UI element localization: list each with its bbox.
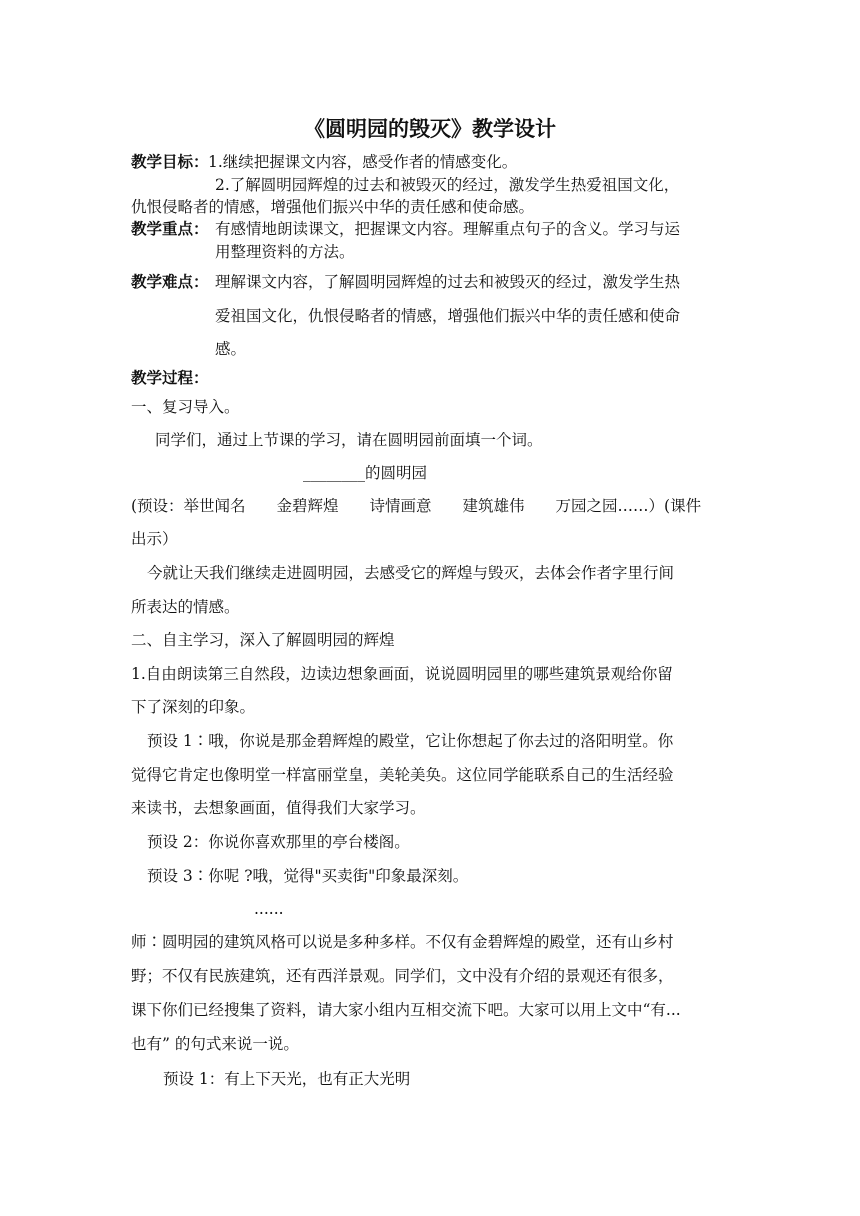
teacher-line-1: 师∶圆明园的建筑风格可以说是多种多样。不仅有金碧辉煌的殿堂，还有山乡村 — [131, 933, 674, 951]
difficulties-line-1: 理解课文内容，了解圆明园辉煌的过去和被毁灭的经过，激发学生热 — [215, 273, 681, 291]
preset-1-line-3: 来读书，去想象画面，值得我们大家学习。 — [131, 799, 426, 817]
section-1-preset-line-2: 出示） — [131, 530, 178, 548]
preset-3: 预设 3∶你呢 ?哦，觉得"买卖街"印象最深刻。 — [147, 867, 469, 885]
section-1-preset-line-1: (预设：举世闻名 金碧辉煌 诗情画意 建筑雄伟 万园之园……）(课件 — [131, 497, 702, 515]
section-2-heading: 二、自主学习，深入了解圆明园的辉煌 — [131, 631, 395, 649]
process-label: 教学过程： — [131, 368, 209, 387]
ellipsis: ...... — [254, 900, 284, 918]
difficulties-line-2: 爱祖国文化，仇恨侵略者的情感，增强他们振兴中华的责任感和使命 — [215, 307, 681, 325]
section-2-question-1-line-2: 下了深刻的印象。 — [131, 698, 256, 716]
section-1-paragraph-2-line-1: 今就让天我们继续走进圆明园，去感受它的辉煌与毁灭，去体会作者字里行间 — [147, 564, 675, 582]
preset-1-line-1: 预设 1∶哦，你说是那金碧辉煌的殿堂，它让你想起了你去过的洛阳明堂。你 — [147, 732, 674, 750]
difficulties-label: 教学难点： — [131, 272, 209, 291]
goals-item-2-line-2: 仇恨侵略者的情感，增强他们振兴中华的责任感和使命感。 — [131, 198, 535, 216]
goals-label: 教学目标： — [131, 152, 209, 171]
goals-item-2-line-1: 2.了解圆明园辉煌的过去和被毁灭的经过，激发学生热爱祖国文化， — [215, 176, 680, 194]
preset-last: 预设 1：有上下天光，也有正大光明 — [163, 1070, 411, 1088]
page-title: 《圆明园的毁灭》教学设计 — [304, 116, 556, 141]
teacher-line-3: 课下你们已经搜集了资料，请大家小组内互相交流下吧。大家可以用上文中“有... — [131, 1001, 681, 1019]
key-points-line-2: 用整理资料的方法。 — [215, 243, 355, 261]
teacher-line-4: 也有” 的句式来说一说。 — [131, 1035, 299, 1053]
preset-2: 预设 2：你说你喜欢那里的亭台楼阁。 — [147, 833, 410, 851]
goals-item-1: 1.继续把握课文内容，感受作者的情感变化。 — [208, 153, 518, 171]
section-1-paragraph-2-line-2: 所表达的情感。 — [131, 598, 240, 616]
section-1-paragraph-1: 同学们，通过上节课的学习，请在圆明园前面填一个词。 — [155, 431, 543, 449]
difficulties-line-3: 感。 — [215, 340, 247, 358]
key-points-line-1: 有感情地朗读课文，把握课文内容。理解重点句子的含义。学习与运 — [215, 220, 681, 238]
section-2-question-1-line-1: 1.自由朗读第三自然段，边读边想象画面，说说圆明园里的哪些建筑景观给你留 — [131, 665, 673, 683]
section-1-heading: 一、复习导入。 — [131, 398, 240, 416]
preset-1-line-2: 觉得它肯定也像明堂一样富丽堂皇，美轮美奂。这位同学能联系自己的生活经验 — [131, 766, 674, 784]
fill-in-blank-line: ________的圆明园 — [303, 464, 428, 482]
teacher-line-2: 野；不仅有民族建筑，还有西洋景观。同学们，文中没有介绍的景观还有很多， — [131, 967, 674, 985]
key-points-label: 教学重点： — [131, 219, 209, 238]
